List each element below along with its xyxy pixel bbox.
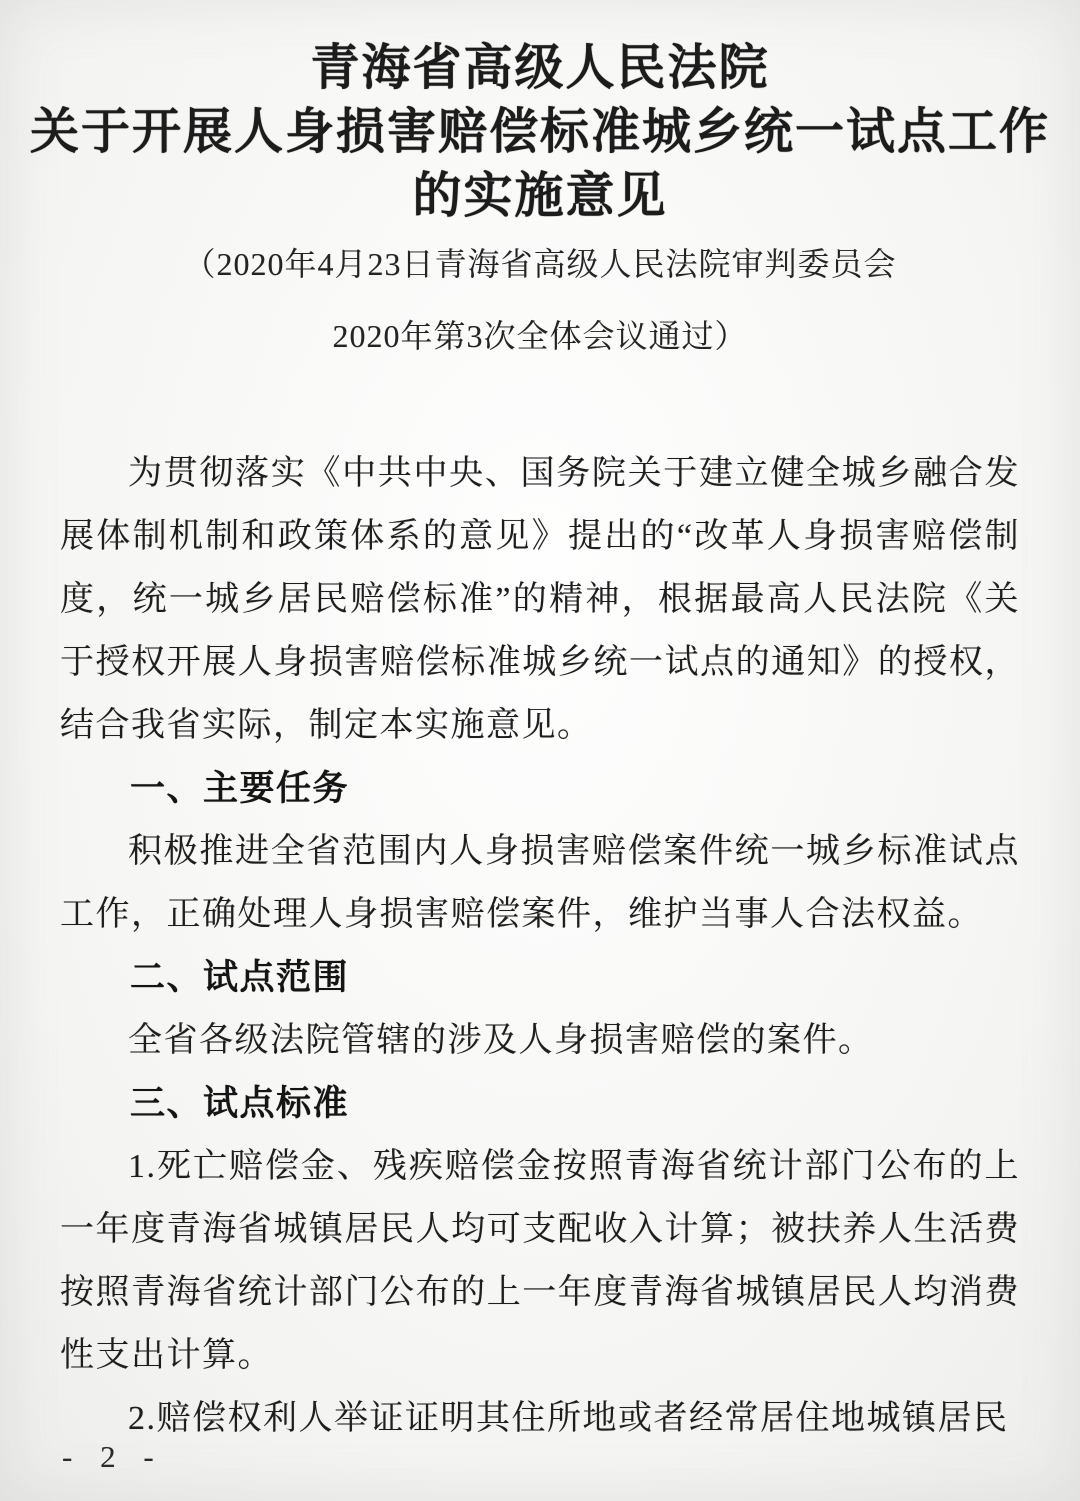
- intro-paragraph: 为贯彻落实《中共中央、国务院关于建立健全城乡融合发展体制机制和政策体系的意见》提出的“改革人身损害赔偿制度，统一城乡居民赔偿标准”的精神，根据最高人民法院《关于授权开展人身损害赔偿标准城乡统一试点的通知》的授权，结合我省实际，制定本实施意见。: [60, 455, 1020, 744]
- section-1-paragraph: 积极推进全省范围内人身损害赔偿案件统一城乡标准试点工作，正确处理人身损害赔偿案件，维护当事人合法权益。: [60, 833, 1020, 933]
- section-heading-1: 一、主要任务: [130, 769, 350, 808]
- title-line-1: 青海省高级人民法院: [310, 40, 770, 95]
- document-title: [0, 0, 1080, 228]
- meeting-note-line-1: （2020年4月23日青海省高级人民法院审判委员会: [183, 246, 897, 282]
- page-number: - 2 -: [62, 1439, 164, 1474]
- title-line-2: 关于开展人身损害赔偿标准城乡统一试点工作: [29, 104, 1050, 159]
- section-3-item-1-paragraph: 1.死亡赔偿金、残疾赔偿金按照青海省统计部门公布的上一年度青海省城镇居民人均可支配收入计算；被扶养人生活费按照青海省统计部门公布的上一年度青海省城镇居民人均消费性支出计算。: [60, 1148, 1020, 1374]
- document-body: [60, 442, 1020, 1450]
- section-heading-2: 二、试点范围: [130, 958, 350, 997]
- section-heading-3: 三、试点标准: [130, 1084, 350, 1123]
- meeting-note-line-2: 2020年第3次全体会议通过）: [332, 318, 748, 354]
- section-3-item-2-paragraph: 2.赔偿权利人举证证明其住所地或者经常居住地城镇居民: [128, 1400, 1009, 1437]
- title-line-3: 的实施意见: [412, 168, 668, 223]
- meeting-note: [0, 242, 1080, 358]
- section-2-paragraph: 全省各级法院管辖的涉及人身损害赔偿的案件。: [128, 1022, 874, 1059]
